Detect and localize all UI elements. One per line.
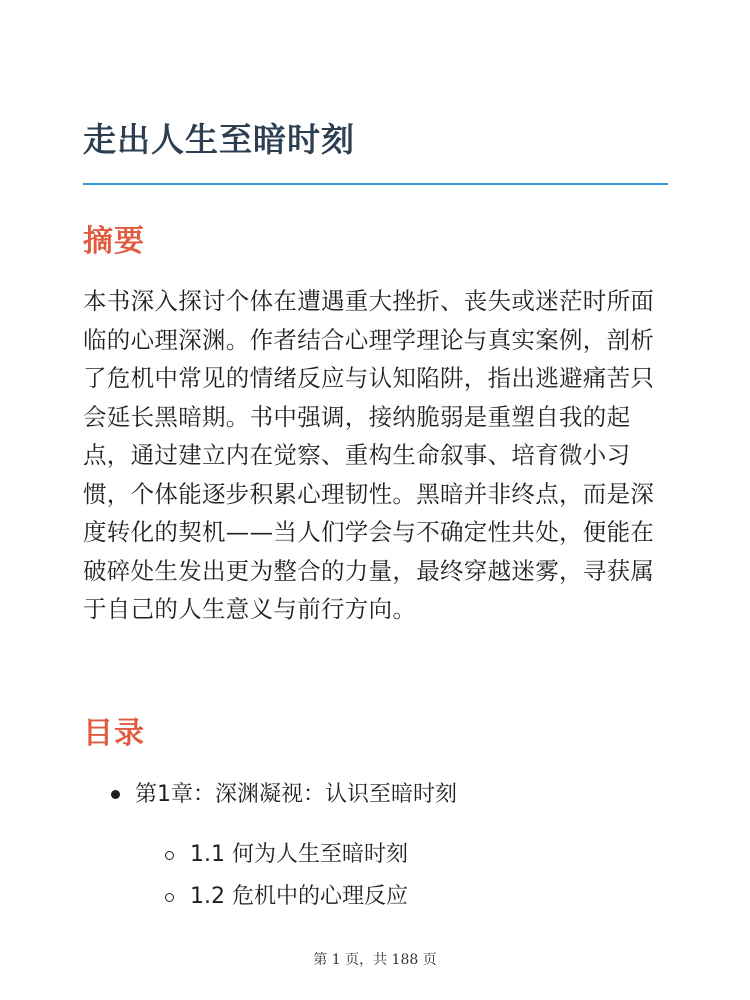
toc-section-label: 1.2 危机中的心理反应 — [190, 884, 408, 909]
toc-section-item[interactable] — [190, 835, 408, 875]
page-number-footer: 第 1 页，共 188 页 — [313, 952, 437, 968]
toc-section-item[interactable] — [190, 877, 408, 917]
abstract-heading: 摘要 — [83, 224, 145, 259]
document-title: 走出人生至暗时刻 — [83, 120, 355, 159]
bullet-disc-icon — [111, 790, 120, 799]
toc-chapter-item[interactable] — [135, 775, 457, 815]
title-divider — [83, 183, 668, 185]
toc-section-label: 1.1 何为人生至暗时刻 — [190, 842, 408, 867]
abstract-paragraph: 本书深入探讨个体在遭遇重大挫折、丧失或迷茫时所面临的心理深渊。作者结合心理学理论与真实案例，剖析了危机中常见的情绪反应与认知陷阱，指出逃避痛苦只会延长黑暗期。书中强调，接纳脆弱是重塑自我的起点，通过建立内在觉察、重构生命叙事、培育微小习惯，个体能逐步积累心理韧性。黑暗并非终点，而是深度转化的契机——当人们学会与不确定性共处，便能在破碎处生发出更为整合的力量，最终穿越迷雾，寻获属于自己的人生意义与前行方向。 — [83, 287, 655, 623]
toc-chapter-label: 第1章：深渊凝视：认识至暗时刻 — [135, 782, 457, 807]
bullet-circle-icon — [165, 851, 174, 860]
toc-heading: 目录 — [83, 716, 145, 751]
bullet-circle-icon — [165, 893, 174, 902]
